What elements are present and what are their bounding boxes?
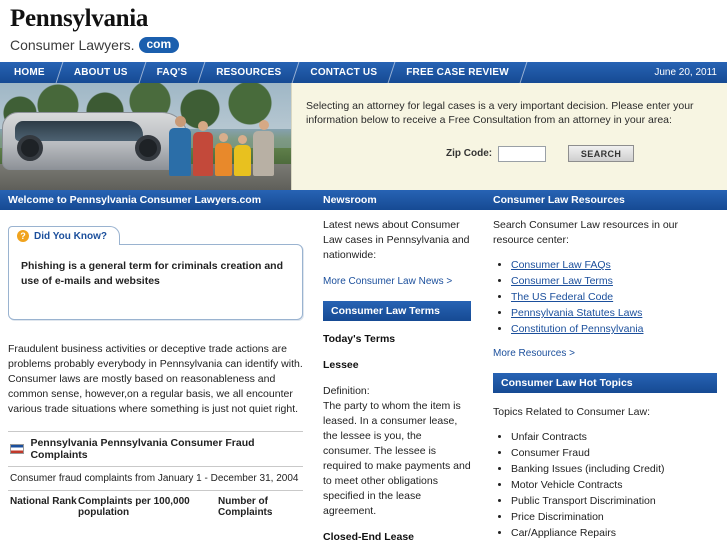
masthead (0, 0, 727, 62)
middle-column (313, 218, 483, 545)
hot-topic-price-discrimination: Price Discrimination (511, 511, 604, 523)
list-item (511, 446, 717, 461)
resource-link-us-federal-code[interactable]: The US Federal Code (511, 291, 614, 303)
term-name: Lessee (323, 359, 359, 371)
column-headers-bar (0, 190, 727, 210)
list-item (511, 494, 717, 509)
nav-item-resources[interactable]: RESOURCES (216, 67, 282, 78)
welcome-paragraph: Fraudulent business activities or deceptive trade actions are problems probably everybody in Pennsylvania can identify with. Consumer laws are mostly based on reasonableness and common sense, however,on a regular basis, we all encounter various trade situations where something is just not quiet right. (8, 343, 303, 415)
photo-person (193, 121, 213, 176)
more-news-link[interactable]: More Consumer Law News > (323, 276, 453, 287)
hot-topic-car-appliance-repairs: Car/Appliance Repairs (511, 527, 617, 539)
nav-item-free-case-review[interactable]: FREE CASE REVIEW (406, 67, 509, 78)
list-item (511, 290, 717, 305)
hot-topics-intro: Topics Related to Consumer Law: (493, 406, 650, 418)
site-title-line2-wrap (10, 37, 727, 53)
nav-item-about-us[interactable]: ABOUT US (73, 67, 128, 78)
consumer-law-terms-bar: Consumer Law Terms (323, 301, 471, 321)
photo-person (253, 120, 274, 176)
zip-search-form (306, 145, 709, 162)
more-resources-link[interactable]: More Resources > (493, 348, 575, 359)
hot-topic-motor-vehicle-contracts: Motor Vehicle Contracts (511, 479, 623, 491)
hot-topic-unfair-contracts: Unfair Contracts (511, 431, 587, 443)
resource-link-pa-statutes-laws[interactable]: Pennsylvania Statutes Laws (511, 307, 643, 319)
resource-link-constitution-of-pa[interactable]: Constitution of Pennsylvania (511, 323, 644, 335)
zip-code-label: Zip Code: (446, 148, 493, 159)
current-date: June 20, 2011 (654, 67, 717, 78)
site-title-line1: Pennsylvania (10, 5, 149, 32)
photo-person (215, 133, 232, 176)
newsroom-intro: Latest news about Consumer Law cases in Pennsylvania and nationwide: (323, 219, 470, 261)
hot-topic-banking-issues: Banking Issues (including Credit) (511, 463, 665, 475)
hot-topics-list (493, 430, 717, 541)
hero-message-text: Selecting an attorney for legal cases is a very important decision. Please enter your information below to receive a Free Consultation from an attorney in your area: (306, 100, 694, 126)
dotcom-badge: com (139, 37, 180, 53)
complaints-table (8, 431, 303, 520)
next-term-name: Closed-End Lease (323, 531, 415, 543)
right-column (483, 218, 727, 545)
photo-van-wheel (17, 135, 43, 161)
todays-terms-heading: Today's Terms (323, 333, 396, 345)
question-mark-icon: ? (17, 230, 29, 242)
complaints-table-subtitle: Consumer fraud complaints from January 1 - December 31, 2004 (8, 467, 303, 491)
definition-text: The party to whom the item is leased. In a consumer lease, the lessee is you, the consumer. The lessee is required to make payments and to meet other obligations specified in the lease agreement. (323, 400, 471, 517)
photo-minivan (2, 112, 188, 170)
flag-icon (10, 444, 24, 454)
section-header-resources: Consumer Law Resources (493, 194, 625, 206)
hot-topics-bar: Consumer Law Hot Topics (493, 373, 717, 393)
list-item (511, 478, 717, 493)
nav-item-faqs[interactable]: FAQ'S (156, 67, 188, 78)
did-you-know-body (8, 244, 303, 320)
did-you-know-tab (8, 226, 120, 245)
list-item (511, 430, 717, 445)
search-button[interactable]: SEARCH (568, 145, 634, 162)
list-item (511, 306, 717, 321)
section-header-welcome: Welcome to Pennsylvania Consumer Lawyers.com (8, 194, 262, 206)
complaints-table-title-row (8, 432, 303, 467)
zip-code-input[interactable] (498, 146, 546, 162)
left-column (0, 218, 313, 545)
resource-link-consumer-law-terms[interactable]: Consumer Law Terms (511, 275, 613, 287)
site-title-line2: Consumer Lawyers. (10, 37, 135, 53)
hot-topic-consumer-fraud: Consumer Fraud (511, 447, 590, 459)
hero-section (0, 83, 727, 190)
photo-person (169, 116, 191, 176)
did-you-know-title: Did You Know? (34, 230, 107, 242)
did-you-know-text: Phishing is a general term for criminals creation and use of e-mails and websites (21, 260, 283, 287)
list-item (511, 274, 717, 289)
nav-item-contact-us[interactable]: CONTACT US (310, 67, 378, 78)
column-header-number-of-complaints: Number of Complaints (218, 496, 273, 518)
photo-family-group (169, 100, 287, 176)
list-item (511, 322, 717, 337)
complaints-table-header-row (8, 491, 303, 520)
resource-link-consumer-law-faqs[interactable]: Consumer Law FAQs (511, 259, 611, 271)
family-van-photo (0, 83, 291, 190)
did-you-know-box (8, 226, 303, 320)
content-columns (0, 210, 727, 545)
photo-van-wheel (135, 135, 161, 161)
column-header-complaints-per-100k: Complaints per 100,000 population (78, 496, 190, 518)
complaints-table-title: Pennsylvania Pennsylvania Consumer Fraud Complaints (30, 437, 255, 461)
list-item (511, 510, 717, 525)
nav-item-home[interactable]: HOME (14, 67, 45, 78)
list-item (511, 526, 717, 541)
definition-label: Definition: (323, 385, 370, 397)
list-item (511, 462, 717, 477)
hot-topic-public-transport-discrimination: Public Transport Discrimination (511, 495, 656, 507)
photo-person (234, 135, 251, 176)
resource-links-list (493, 258, 717, 337)
main-navigation (0, 62, 727, 83)
section-header-newsroom: Newsroom (323, 194, 377, 206)
list-item (511, 258, 717, 273)
hero-message-panel (291, 83, 727, 190)
nav-items (0, 62, 524, 83)
column-header-national-rank: National Rank (10, 496, 77, 507)
resources-intro: Search Consumer Law resources in our resource center: (493, 219, 679, 246)
